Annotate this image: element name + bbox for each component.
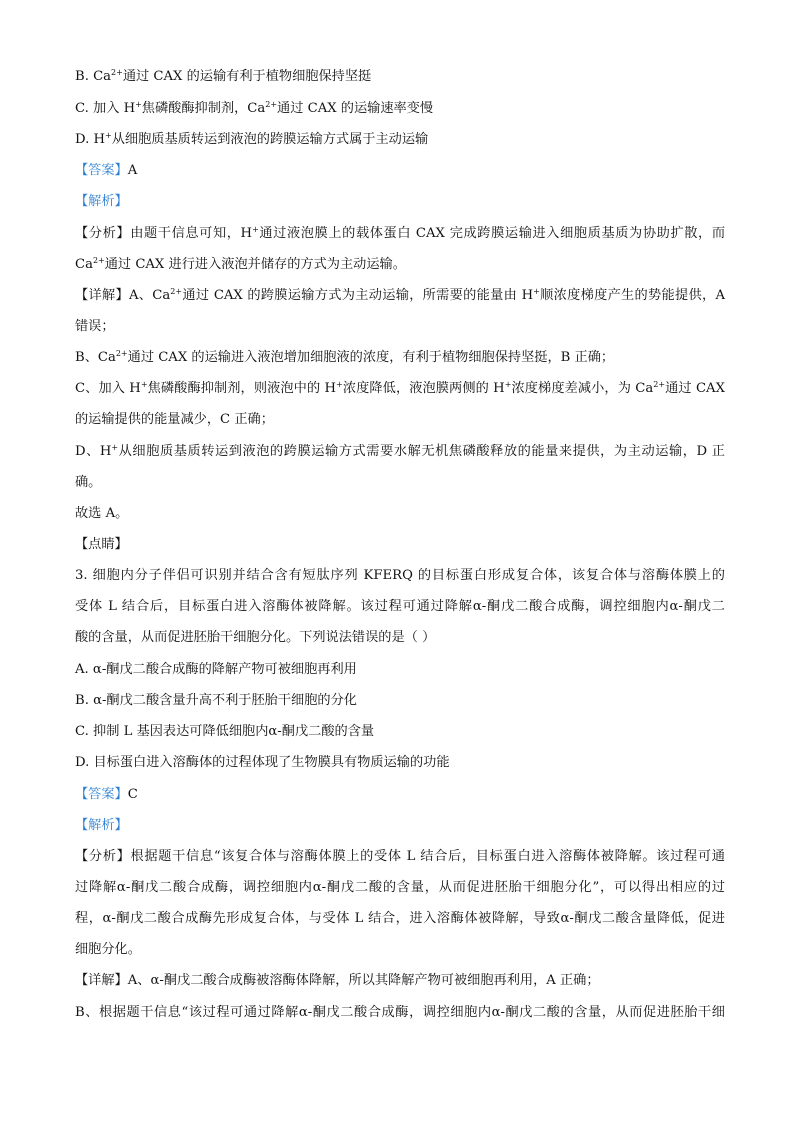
q2-conclusion: 故选 A。 [75, 506, 129, 521]
q2-xiangjie-b: B、$Ca^{2+}$通过 CAX 的运输进入液泡增加细胞液的浓度，有利于植物细胞保持坚挺，B 正确； [75, 349, 615, 365]
q3-fenxi-line-4: 细胞分化。 [75, 942, 141, 957]
q3-fenxi-line-3: 程，α-酮戊二酸合成酶先形成复合体，与受体 L 结合，进入溶酶体被降解，导致α-酮戊二酸含量降低，促进 [75, 911, 725, 926]
q2-xiangjie-c-line-2: 的运输提供的能量减少，C 正确； [75, 412, 274, 427]
q2-xiangjie-d-line-2: 确。 [75, 475, 102, 490]
q2-option-d: D. H+从细胞质基质转运到液泡的跨膜运输方式属于主动运输 [75, 131, 429, 147]
q3-analysis-heading [75, 817, 725, 835]
answer-tag: 【答案】 [75, 787, 128, 802]
q3-option-b: B. α-酮戊二酸含量升高不利于胚胎干细胞的分化 [75, 693, 357, 708]
q3-option-d: D. 目标蛋白进入溶酶体的过程体现了生物膜具有物质运输的功能 [75, 755, 450, 770]
q3-fenxi-line-2: 过降解α-酮戊二酸合成酶，调控细胞内α-酮戊二酸的含量，从而促进胚胎干细胞分化”，可以得出相应的过 [75, 880, 725, 895]
q3-answer: 【答案】C [75, 787, 138, 802]
xiangjie-tag: 【详解】 [75, 973, 128, 988]
q3-option-a: A. α-酮戊二酸合成酶的降解产物可被细胞再利用 [75, 662, 357, 677]
q3-stem-line-1: 3. 细胞内分子伴侣可识别并结合含有短肽序列 KFERQ 的目标蛋白形成复合体，该复合体与溶酶体膜上的 [75, 568, 725, 583]
q2-xiangjie-a-line-1: 【详解】A、$Ca^{2+}$通过 CAX 的跨膜运输方式为主动运输，所需要的能量由 H+顺浓度梯度产生的势能提供，A [75, 287, 726, 303]
analysis-tag: 【解析】 [75, 818, 128, 833]
q3-xiangjie-a: 【详解】A、α-酮戊二酸合成酶被溶酶体降解，所以其降解产物可被细胞再利用，A 正确； [75, 973, 600, 988]
analysis-tag: 【解析】 [75, 194, 128, 209]
q3-xiangjie-b: B、根据题干信息“该过程可通过降解α-酮戊二酸合成酶，调控细胞内α-酮戊二酸的含量，从而促进胚胎干细 [75, 1005, 725, 1020]
q2-option-c: C. 加入 H+焦磷酸酶抑制剂，$Ca^{2+}$通过 CAX 的运输速率变慢 [75, 100, 434, 116]
q2-dianjing-heading: 【点睛】 [75, 537, 128, 552]
fenxi-tag: 【分析】 [75, 849, 131, 864]
q3-fenxi-line-1: 【分析】根据题干信息“该复合体与溶酶体膜上的受体 L 结合后，目标蛋白进入溶酶体被降解。该过程可通 [75, 849, 725, 864]
fenxi-tag: 【分析】 [75, 226, 131, 241]
q2-analysis-heading [75, 193, 725, 211]
q2-fenxi-line-1: 【分析】由题干信息可知，H+通过液泡膜上的载体蛋白 CAX 完成跨膜运输进入细胞质基质为协助扩散，而 [75, 225, 726, 241]
q3-stem-line-2: 受体 L 结合后，目标蛋白进入溶酶体被降解。该过程可通过降解α-酮戊二酸合成酶，调控细胞内α-酮戊二 [75, 599, 725, 614]
q2-answer: 【答案】A [75, 163, 138, 178]
answer-tag: 【答案】 [75, 163, 128, 178]
q2-xiangjie-c-line-1: C、加入 H+焦磷酸酶抑制剂，则液泡中的 H+浓度降低，液泡膜两侧的 H+浓度梯度差减小，为 $Ca^{2+}$通过 CAX [75, 380, 725, 396]
q2-xiangjie-d-line-1: D、H+从细胞质基质转运到液泡的跨膜运输方式需要水解无机焦磷酸释放的能量来提供，为主动运输，D 正 [75, 443, 725, 459]
q3-option-c: C. 抑制 L 基因表达可降低细胞内α-酮戊二酸的含量 [75, 724, 375, 739]
q2-option-b: B. $Ca^{2+}$通过 CAX 的运输有利于植物细胞保持坚挺 [75, 68, 372, 84]
q2-fenxi-line-2: $Ca^{2+}$通过 CAX 进行进入液泡并储存的方式为主动运输。 [75, 256, 406, 272]
q2-xiangjie-a-line-2: 错误； [75, 319, 115, 334]
q3-stem-line-3: 酸的含量，从而促进胚胎干细胞分化。下列说法错误的是（ ） [75, 630, 436, 645]
xiangjie-tag: 【详解】 [75, 288, 129, 303]
